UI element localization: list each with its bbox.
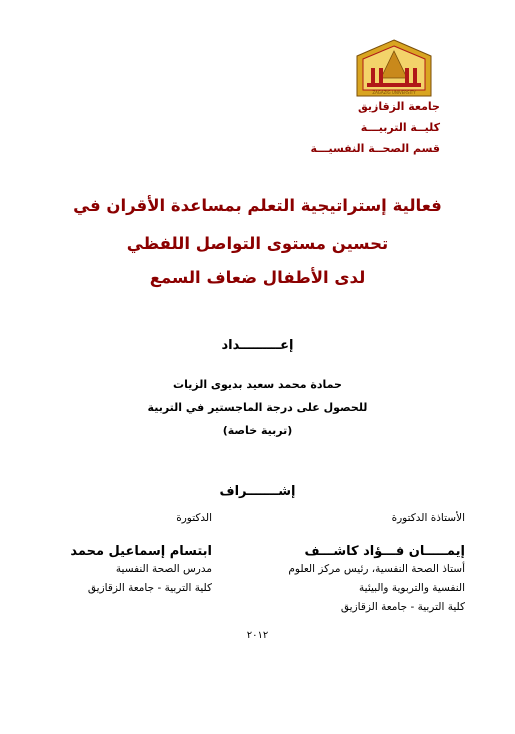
supervisor-2-desc-2: كلية التربية - جامعة الزقازيق <box>87 582 212 594</box>
thesis-title-line-3: لدى الأطفال ضعاف السمع <box>149 268 366 287</box>
faculty-name: كليــة التربيـــة <box>360 121 440 134</box>
specialization: (تربية خاصة) <box>222 424 293 437</box>
supervisor-1-name: إيمـــــان فـــؤاد كاشـــف <box>304 544 465 559</box>
university-logo <box>355 38 433 100</box>
year: ٢٠١٢ <box>246 630 269 641</box>
university-name: جامعة الزقازيق <box>357 100 440 113</box>
supervisor-1-role: الأستاذة الدكتورة <box>391 512 465 524</box>
supervisor-1-desc-2: النفسية والتربوية والبيئية <box>359 582 465 594</box>
thesis-title-line-1: فعالية إستراتيجية التعلم بمساعدة الأقران في <box>73 196 442 215</box>
supervisor-1-desc-3: كلية التربية - جامعة الزقازيق <box>340 601 465 613</box>
supervisor-1-desc-1: أستاذ الصحة النفسية، رئيس مركز العلوم <box>288 563 465 575</box>
degree-purpose: للحصول على درجة الماجستير في التربية <box>147 401 368 414</box>
researcher-name: حمادة محمد سعيد بديوى الزيات <box>173 378 342 391</box>
supervision-heading: إشـــــــراف <box>219 484 296 499</box>
supervisor-2-role: الدكتورة <box>176 512 212 524</box>
supervisor-2-name: ابتسام إسماعيل محمد <box>70 544 212 559</box>
preparation-heading: إعـــــــــداد <box>221 338 294 353</box>
department-name: قسم الصحــة النفسيـــة <box>310 142 440 155</box>
thesis-title-line-2: تحسين مستوى التواصل اللفظي <box>126 234 389 253</box>
supervisor-2-desc-1: مدرس الصحة النفسية <box>115 563 212 575</box>
logo-caption: ZAGAZIG UNIVERSITY <box>372 90 416 95</box>
supervisor-1 <box>288 512 465 616</box>
supervisor-2 <box>70 512 212 597</box>
